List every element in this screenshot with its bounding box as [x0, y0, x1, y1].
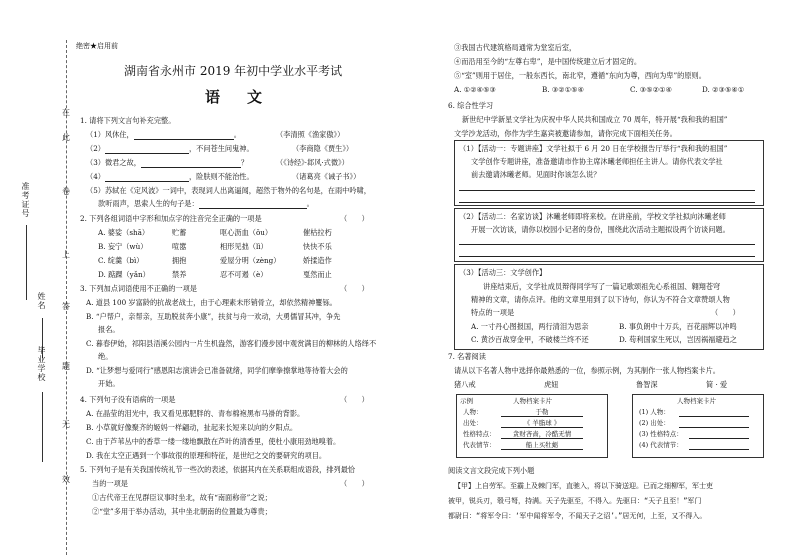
q4-option-b: B. 小草就好像聚齐的姬妈一样翩动，扯起来长短来以向的夕阳点。 — [86, 423, 298, 432]
activity-1-text: （1）【活动一：专题讲座】文学社拟于 6 月 20 日在学校报告厅举行“我和我的祖国” — [459, 144, 728, 153]
card-blank[interactable] — [679, 419, 749, 428]
answer-paren[interactable]: （ ） — [340, 214, 369, 223]
card-value: 贪财吝啬，冷酷无情 — [501, 430, 583, 439]
option-word: 爱屋分明（zèng） — [220, 256, 281, 265]
q4-option-d: D. 我在太空正遇到一个事故很的原理和特征，是世纪之交的要研究的项目。 — [86, 451, 327, 460]
q4-stem: 4. 下列句子没有语病的一项是 — [80, 395, 176, 404]
q1-source: （诸葛亮《诫子书》） — [292, 172, 361, 181]
activity-3-text: 特点的一项是 — [471, 308, 515, 317]
q4-option-a: A. 在晶莹的泪光中，我又看见那肥胖的、青布棉袍黑布马褂的背影。 — [86, 409, 305, 418]
reading-passage: 【甲】上自劳军。至霸上及棘门军，直驰入，将以下骑送迎。已而之细柳军，军士吏 — [454, 482, 713, 490]
option-word: 催枯拉朽 — [303, 228, 332, 237]
example-card — [456, 394, 608, 458]
exam-title: 湖南省永州市 2019 年初中学业水平考试 — [124, 64, 343, 78]
answer-paren[interactable]: （ ） — [711, 308, 740, 317]
q5-stem-cont: 当的一项是 — [92, 479, 128, 488]
q7-stem: 7. 名著阅读 — [448, 352, 486, 361]
q5-sentence: ③我国古代建筑格局通常为堂室后室， — [454, 43, 577, 52]
option-word: 戛然而止 — [303, 270, 332, 279]
q6-option: B. 事负朗中十万兵，百花丽辉以冲鸣 — [619, 322, 737, 331]
binding-margin — [0, 0, 80, 560]
character-name: 鲁智深 — [636, 380, 658, 389]
q4-option-c: C. 由于芦苇丛中的香草一缕一缕地飘散在芦叶的清香里，使杜小康用劲地嗅着。 — [86, 437, 341, 446]
option-word: 相形见拙（lì） — [220, 242, 268, 251]
reading-passage: 被甲，锐兵刃，彀弓弩，持满。天子先驱至，不得入。先驱曰：“天子且至！”军门 — [448, 497, 702, 505]
q6-option: A. 一寸丹心图报国，两行清泪为思亲 — [471, 322, 589, 331]
name-label: 姓名 — [37, 292, 46, 310]
answer-paren[interactable]: （ ） — [340, 395, 369, 404]
option-word: 忍不可遏（è） — [220, 270, 268, 279]
card-title: 人物档案卡片 — [677, 397, 716, 405]
seal-char: 卷 — [62, 187, 70, 196]
reading-stem: 阅读文言文段完成下列小题 — [448, 466, 535, 475]
q1-line5b: 款听雨声，思索人生的句子是： 。 — [98, 199, 314, 208]
activity-3-text: 精神的文章，请你点评。他的文章里用到了以下诗句，你认为不符合文章赞颂人物 — [471, 295, 730, 304]
q1-line4: （4） ，险肤则不能治性。 — [86, 172, 254, 181]
answer-paren[interactable]: （ ） — [340, 479, 369, 488]
card-label: 性格特点： — [463, 430, 496, 438]
q5-sentence: ⑤“室”则用于居住，一般东西长，南北窄，遵循“东向为尊，西向为卑”的原则。 — [454, 71, 706, 80]
activity-3-text: 讲座结束后，文学社成员辩得同学写了一篇记歌颂祖先心系祖国、翱翔苍穹 — [483, 282, 721, 291]
activity-1-text: 前去邀请沐曦老师。见面时你该怎么说？ — [471, 170, 601, 179]
answer-line[interactable] — [459, 201, 755, 203]
seal-char: 题 — [62, 362, 70, 371]
q6-intro: 新世纪中学新星文学社为庆祝中华人民共和国成立 70 周年，特开展“我和我的祖国” — [462, 115, 728, 124]
q1-line1: （1）风休住， 。 — [86, 130, 241, 139]
q3-option-c: C. 暮春伊始，祁阳县浯溪公园内一片生机盎然，游客们漫步园中观赏满目的柳林的人络绎不 — [86, 339, 377, 348]
answer-blank[interactable] — [105, 172, 189, 182]
q5-sentence: ①古代帝王在见群臣议事时坐北，故有“南面称帝”之说； — [92, 493, 272, 502]
q5-option: B. ③②①⑤④ — [542, 85, 585, 94]
option: B. 妄宁（wù） — [98, 242, 148, 251]
card-blank[interactable] — [679, 408, 749, 417]
character-name: 虎妞 — [544, 380, 559, 389]
option-word: 贮蓄 — [172, 228, 187, 237]
q3-option-b-cont: 报名。 — [98, 325, 120, 334]
option-word: 喧嚣 — [172, 242, 187, 251]
character-name: 猪八戒 — [454, 380, 476, 389]
answer-line[interactable] — [459, 189, 755, 191]
card-blank[interactable] — [689, 430, 749, 439]
seal-char: 答 — [62, 302, 70, 311]
q1-stem: 1. 请将下列文言句补充完整。 — [80, 116, 176, 125]
example-tag: 示例 — [460, 397, 473, 405]
seal-char: 无 — [62, 420, 70, 429]
q3-option-a: A. 道县 100 岁富龄的抗战老战士，由于心理素未形销骨立，却依然精神矍铄。 — [86, 298, 337, 307]
q3-option-c-cont: 绝。 — [98, 352, 113, 361]
seal-char: 此 — [62, 133, 70, 142]
answer-paren[interactable]: （ ） — [340, 284, 369, 293]
card-value: 船上买牡蛎 — [501, 441, 583, 450]
card-blank[interactable] — [689, 441, 749, 450]
q5-option: D. ②③⑤④① — [702, 85, 745, 94]
q1-line2: （2） ，不问苍生问鬼神。 — [86, 144, 254, 153]
subject-title: 语 文 — [205, 88, 269, 106]
activity-3-box — [454, 264, 764, 350]
option-word: 禁养 — [172, 270, 187, 279]
q1-line3: （3）微君之故， ？ — [86, 158, 249, 167]
card-label: (4) 代表情节： — [639, 441, 683, 449]
answer-blank[interactable] — [199, 199, 307, 209]
seal-char: 在 — [62, 108, 70, 117]
q5-option: A. ①②④⑤③ — [454, 85, 496, 94]
activity-1-box — [454, 140, 764, 206]
q2-stem: 2. 下列各组词语中字形和加点字的注音完全正确的一项是 — [80, 214, 262, 223]
card-value: 《 羊脂球 》 — [501, 419, 583, 428]
exam-no-field[interactable] — [26, 225, 27, 300]
activity-3-text: （3）【活动三：文学创作】 — [459, 268, 547, 277]
q3-stem: 3. 下列加点词语使用不正确的一项是 — [80, 284, 197, 293]
q5-option: C. ③⑤②①④ — [630, 85, 673, 94]
q7-instruction: 请从以下名著人物中选择你最熟悉的一位，参照示例，为其制作一张人物档案卡片。 — [454, 366, 720, 375]
school-field[interactable] — [42, 392, 43, 462]
q1-source: （李清照《渔家傲》） — [276, 130, 345, 139]
secret-label: 绝密★启用前 — [76, 42, 118, 50]
character-name: 简 · 爱 — [706, 380, 728, 389]
exam-no-label: 准考证号 — [21, 182, 30, 218]
q5-stem: 5. 下列句子是有关我国传统礼节一些次的表述，依据其内在关系联组成语段，排列最恰 — [80, 465, 356, 474]
option-word: 呕心沥血（ǒu） — [220, 228, 273, 237]
q5-sentence: ④而沿用至今的“左尊右卑”，是中国传统建立后才固定的。 — [454, 57, 642, 66]
card-label: 代表情节： — [463, 441, 496, 449]
option: A. 婆娑（shā） — [98, 228, 150, 237]
card-label: (1) 人物： — [639, 408, 670, 416]
card-label: (2) 出处： — [639, 419, 670, 427]
activity-1-text: 文学创作专题讲座，准备邀请市作协主席沐曦老师担任主讲人。请你代表文学社 — [471, 157, 723, 166]
activity-2-text: 开展一次访谈，请你以校园小记者的身份，围绕此次活动主题拟设两个访谈问题。 — [471, 225, 730, 234]
option: D. 踮踝（yǎn） — [98, 270, 150, 279]
answer-blank[interactable] — [141, 158, 241, 168]
q6-option: C. 黄沙百战穿金甲，不破楼兰终不还 — [471, 335, 589, 344]
q1-source: （李商隐《贾生》） — [292, 144, 354, 153]
card-title: 人物档案卡片 — [513, 397, 552, 405]
q6-intro-cont: 文学沙龙活动，你作为学生嘉宾被邀请参加，请你完成下面相关任务。 — [454, 129, 677, 138]
q3-option-d-cont: 开始。 — [98, 379, 120, 388]
answer-card — [632, 394, 764, 458]
option-word: 快快不乐 — [303, 242, 332, 251]
q6-option: D. 苟利国家生死以，岂因祸福避趋之 — [619, 335, 737, 344]
q1-line5: （5）苏轼在《定风波》一词中，表现词人出离逼闻，超然于物外的名句是，在雨中吟啸， — [86, 186, 371, 195]
answer-blank[interactable] — [105, 144, 189, 154]
answer-line[interactable] — [459, 255, 755, 257]
seal-char: 效 — [62, 475, 70, 484]
answer-line[interactable] — [459, 243, 755, 245]
seal-char: 上 — [62, 250, 70, 259]
q1-source: （《诗经》·邶风·式微》） — [276, 158, 349, 167]
option-word: 拥抱 — [172, 256, 187, 265]
q3-option-b: B. “户帮户，亲帮亲，互助脱贫奔小康”，扶贫与舟一欢动，大勇儒冒其冲，争先 — [86, 312, 341, 321]
card-label: 出处： — [463, 419, 483, 427]
reading-passage: 都尉曰：“将军令曰：‘军中闻将军令，不闻天子之诏’。”居无何，上至，又不得入。 — [448, 512, 707, 520]
answer-blank[interactable] — [134, 130, 234, 140]
option: C. 绽羹（bì） — [98, 256, 144, 265]
school-label: 毕业学校 — [37, 346, 46, 382]
card-label: (3) 性格特点： — [639, 430, 683, 438]
q6-stem: 6. 综合性学习 — [448, 101, 494, 110]
q3-option-d: D. “让梦想与爱同行”感恩阳志演讲会已准备就绪，同学们摩拳擦掌地等待着大会的 — [86, 366, 348, 375]
option-word: 娇揉造作 — [303, 256, 332, 265]
q5-sentence: ②“堂”多用于举办活动，其中坐北朝南的位置最为尊贵； — [92, 507, 272, 516]
activity-2-box — [454, 208, 764, 262]
card-value: 于勒 — [501, 408, 583, 417]
card-label: 人物： — [463, 408, 483, 416]
activity-2-text: （2）【活动二：名家访谈】沐曦老师即将来校。在讲座前，学校文学社拟向沐曦老师 — [459, 212, 726, 221]
